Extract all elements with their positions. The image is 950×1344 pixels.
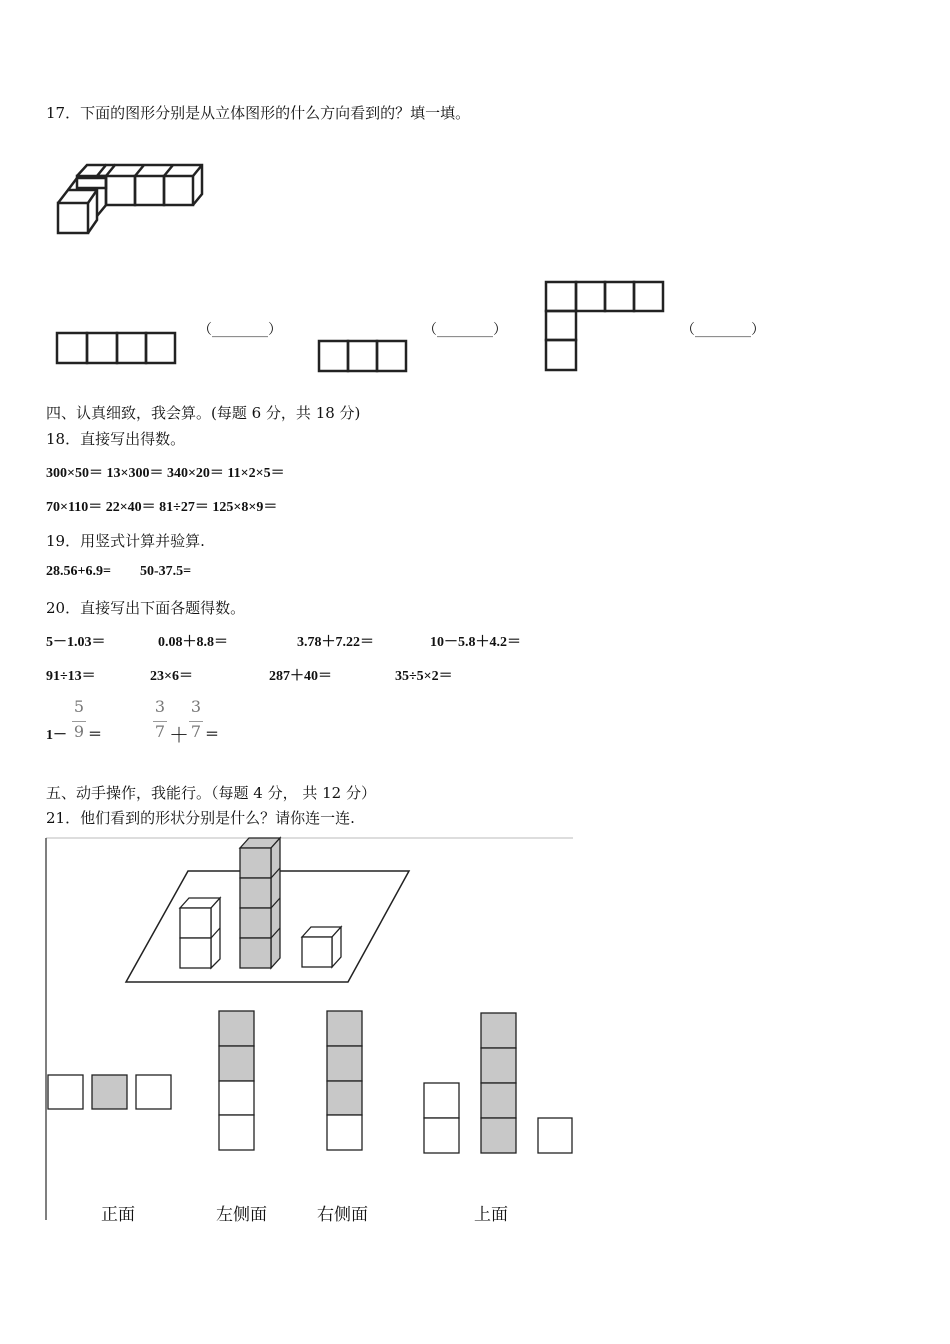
q20-frac2-den1: 7: [154, 722, 166, 741]
q21-label-top: 上面: [474, 1205, 508, 1225]
section-4-title: 四、认真细致，我会算。(每题 6 分，共 18 分): [46, 404, 361, 422]
q20-frac1-eq: ＝: [88, 728, 102, 743]
q20-frac2-eq: ＝: [205, 728, 219, 743]
q20-r1-4: 10－5.8＋4.2＝: [430, 635, 521, 650]
q20-r2-3: 287＋40＝: [269, 669, 332, 684]
q20-frac2-num2: 3: [190, 697, 202, 716]
q20-title: 20．直接写出下面各题得数。: [46, 599, 246, 617]
q17-blank-1[interactable]: （________）: [198, 322, 282, 338]
q17-blank-2[interactable]: （________）: [423, 322, 507, 338]
q19-item-2: 50-37.5=: [140, 564, 192, 579]
q20-r2-1: 91÷13＝: [46, 669, 96, 684]
q21-label-right: 右侧面: [317, 1205, 368, 1225]
q17-title: 17．下面的图形分别是从立体图形的什么方向看到的？填一填。: [46, 104, 471, 122]
q20-frac1-lead: 1－: [46, 728, 67, 743]
q19-title: 19．用竖式计算并验算.: [46, 532, 205, 550]
q18-title: 18．直接写出得数。: [46, 430, 186, 448]
q20-r2-2: 23×6＝: [150, 669, 193, 684]
q18-line-1: 300×50＝ 13×300＝ 340×20＝ 11×2×5＝: [46, 466, 285, 481]
q20-frac2-den2: 7: [190, 722, 202, 741]
q20-frac1-num: 5: [73, 697, 85, 716]
q20-frac2-num1: 3: [154, 697, 166, 716]
q18-line-2: 70×110＝ 22×40＝ 81÷27＝ 125×8×9＝: [46, 500, 278, 515]
q20-r1-3: 3.78＋7.22＝: [297, 635, 374, 650]
q20-frac1-den: 9: [73, 722, 85, 741]
q21-label-left: 左侧面: [216, 1205, 267, 1225]
q21-title: 21．他们看到的形状分别是什么？请你连一连.: [46, 809, 355, 827]
q20-r2-4: 35÷5×2＝: [395, 669, 453, 684]
q20-r1-2: 0.08＋8.8＝: [158, 635, 228, 650]
q21-label-front: 正面: [101, 1205, 135, 1225]
q17-blank-3[interactable]: （________）: [681, 322, 765, 338]
q20-frac2-op: ＋: [169, 723, 189, 747]
q19-item-1: 28.56+6.9=: [46, 564, 111, 579]
q20-r1-1: 5－1.03＝: [46, 635, 106, 650]
section-5-title: 五、动手操作，我能行。（每题 4 分， 共 12 分）: [46, 784, 376, 802]
